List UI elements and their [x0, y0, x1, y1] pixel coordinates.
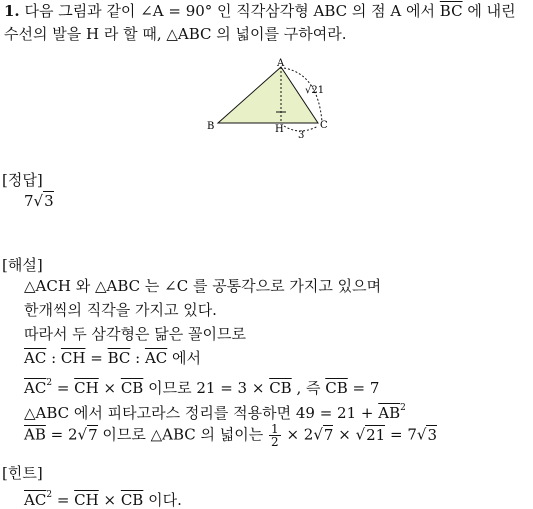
problem-text: 다음 그림과 같이 ∠A = 90° 인 직각삼각형 ABC 의 점 A 에서: [24, 2, 436, 20]
label-c: C: [320, 120, 328, 131]
answer-value: 7√3: [24, 192, 54, 210]
label-hc-length: 3: [298, 130, 305, 141]
explanation-line-7: $\overline{AB} = 2√7$ 이므로 △ABC 의 넓이는 $\frac{1}{2}$ × 2√7 × √21 = 7√3: [24, 422, 437, 449]
triangle-figure: [0, 50, 533, 200]
explanation-line-5: $\overline{AC}^2 = \overline{CH} \times \overline{CB}$ 이므로 $21 = 3 \times \overline{CB}$ , 즉 $\overline{CB} = 7$: [24, 378, 380, 397]
fraction-one-half: $\frac{1}{2}$: [271, 422, 279, 449]
explanation-line-1: △ACH 와 △ABC 는 ∠C 를 공통각으로 가지고 있으며: [24, 277, 382, 295]
problem-line-2: 수선의 발을 H 라 할 때, △ABC 의 넓이를 구하여라.: [4, 25, 347, 43]
hint-heading: [힌트]: [2, 464, 43, 482]
label-h: H: [275, 124, 284, 135]
problem-line-1: [4, 2, 516, 20]
label-ac-length: √21: [305, 85, 325, 96]
problem-number: 1.: [4, 2, 20, 20]
explanation-line-4: $\overline{AC}$ : $\overline{CH} = \overline{BC}$ : $\overline{AC}$ 에서: [24, 349, 202, 367]
explanation-line-6: △ABC 에서 피타고라스 정리를 적용하면 $49 = 21 + \overline{AB}^2$: [24, 403, 406, 422]
explanation-heading: [해설]: [2, 256, 43, 274]
triangle-abc: [218, 67, 318, 123]
answer-heading: [정답]: [2, 171, 43, 189]
explanation-line-3: 따라서 두 삼각형은 닮은 꼴이므로: [24, 325, 246, 343]
hint-line: $\overline{AC}^2 = \overline{CH} \times \overline{CB}$ 이다.: [24, 490, 182, 509]
explanation-line-2: 한개씩의 직각을 가지고 있다.: [24, 301, 217, 319]
problem-text-end: 에 내린: [467, 2, 516, 20]
segment-bc: $\overline{BC}$: [439, 2, 463, 20]
label-b: B: [207, 121, 215, 132]
label-a: A: [277, 58, 285, 69]
